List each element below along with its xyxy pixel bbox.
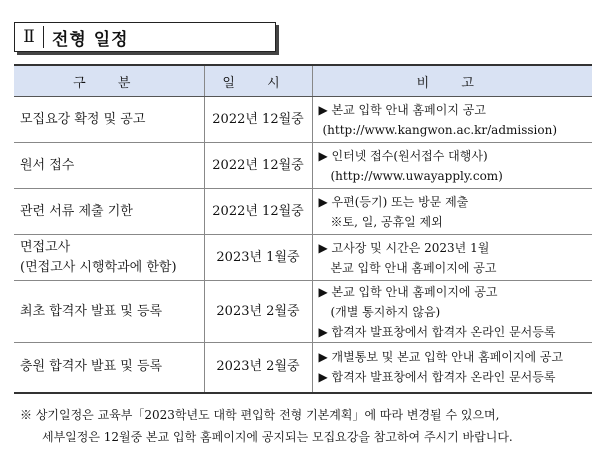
note-line: ※토, 일, 공휴일 제외 [330,214,443,229]
note-line: (http://www.kangwon.ac.kr/admission) [322,122,558,137]
table-row [14,281,592,343]
row-notes [312,235,592,281]
section-numeral: Ⅱ [23,27,35,47]
note-line: ▶ 우편(등기) 또는 방문 제출 [318,194,469,209]
row-category: 원서 접수 [14,143,204,189]
table-row [14,343,592,393]
table-row [14,143,592,189]
row-category: 충원 합격자 발표 및 등록 [14,343,204,393]
note-line: ▶ 인터넷 접수(원서접수 대행사) [318,148,488,163]
row-notes [312,189,592,235]
schedule-table [14,64,592,394]
row-category: 모집요강 확정 및 공고 [14,97,204,143]
note-line: ▶ 합격자 발표창에서 합격자 온라인 문서등록 [318,370,556,385]
section-title: 전형 일정 [52,29,129,50]
note-line: (개별 통지하지 않음) [330,304,441,319]
footnote-line-1: ※ 상기일정은 교육부「2023학년도 대학 편입학 전형 기본계획」에 따라 변경될 수 있으며, [20,408,500,422]
row-notes [312,97,592,143]
note-line: ▶ 본교 입학 안내 홈페이지에 공고 [318,284,498,299]
row-date: 2023년 2월중 [204,281,312,343]
header-notes: 비 고 [312,65,592,97]
row-notes [312,143,592,189]
header-category: 구 분 [14,65,204,97]
row-category: 관련 서류 제출 기한 [14,189,204,235]
note-line: ▶ 합격자 발표창에서 합격자 온라인 문서등록 [318,324,556,339]
row-date: 2022년 12월중 [204,189,312,235]
table-row [14,97,592,143]
row-category [14,235,204,281]
footnote-line-2: 세부일정은 12월중 본교 입학 홈페이지에 공지되는 모집요강을 참고하여 주시기 바랍니다. [42,430,513,444]
row-date: 2023년 2월중 [204,343,312,393]
row-date: 2022년 12월중 [204,97,312,143]
section-title-box [14,22,276,52]
table-row [14,235,592,281]
row-date: 2023년 1월중 [204,235,312,281]
category-line: 면접고사 [20,239,71,255]
note-line: ▶ 개별통보 및 본교 입학 안내 홈페이지에 공고 [318,350,564,365]
table-row [14,189,592,235]
note-line: (http://www.uwayapply.com) [330,168,503,183]
row-notes [312,281,592,343]
row-date: 2022년 12월중 [204,143,312,189]
note-line: ▶ 본교 입학 안내 홈페이지 공고 [318,102,486,117]
category-line-sub: (면접고사 시행학과에 한함) [20,259,177,275]
note-line: ▶ 고사장 및 시간은 2023년 1월 [318,240,490,255]
note-line: 본교 입학 안내 홈페이지에 공고 [330,260,497,275]
row-category: 최초 합격자 발표 및 등록 [14,281,204,343]
header-date: 일 시 [204,65,312,97]
row-notes [312,343,592,393]
footnote [20,404,513,448]
table-header-row [14,65,592,97]
title-divider [43,26,44,48]
